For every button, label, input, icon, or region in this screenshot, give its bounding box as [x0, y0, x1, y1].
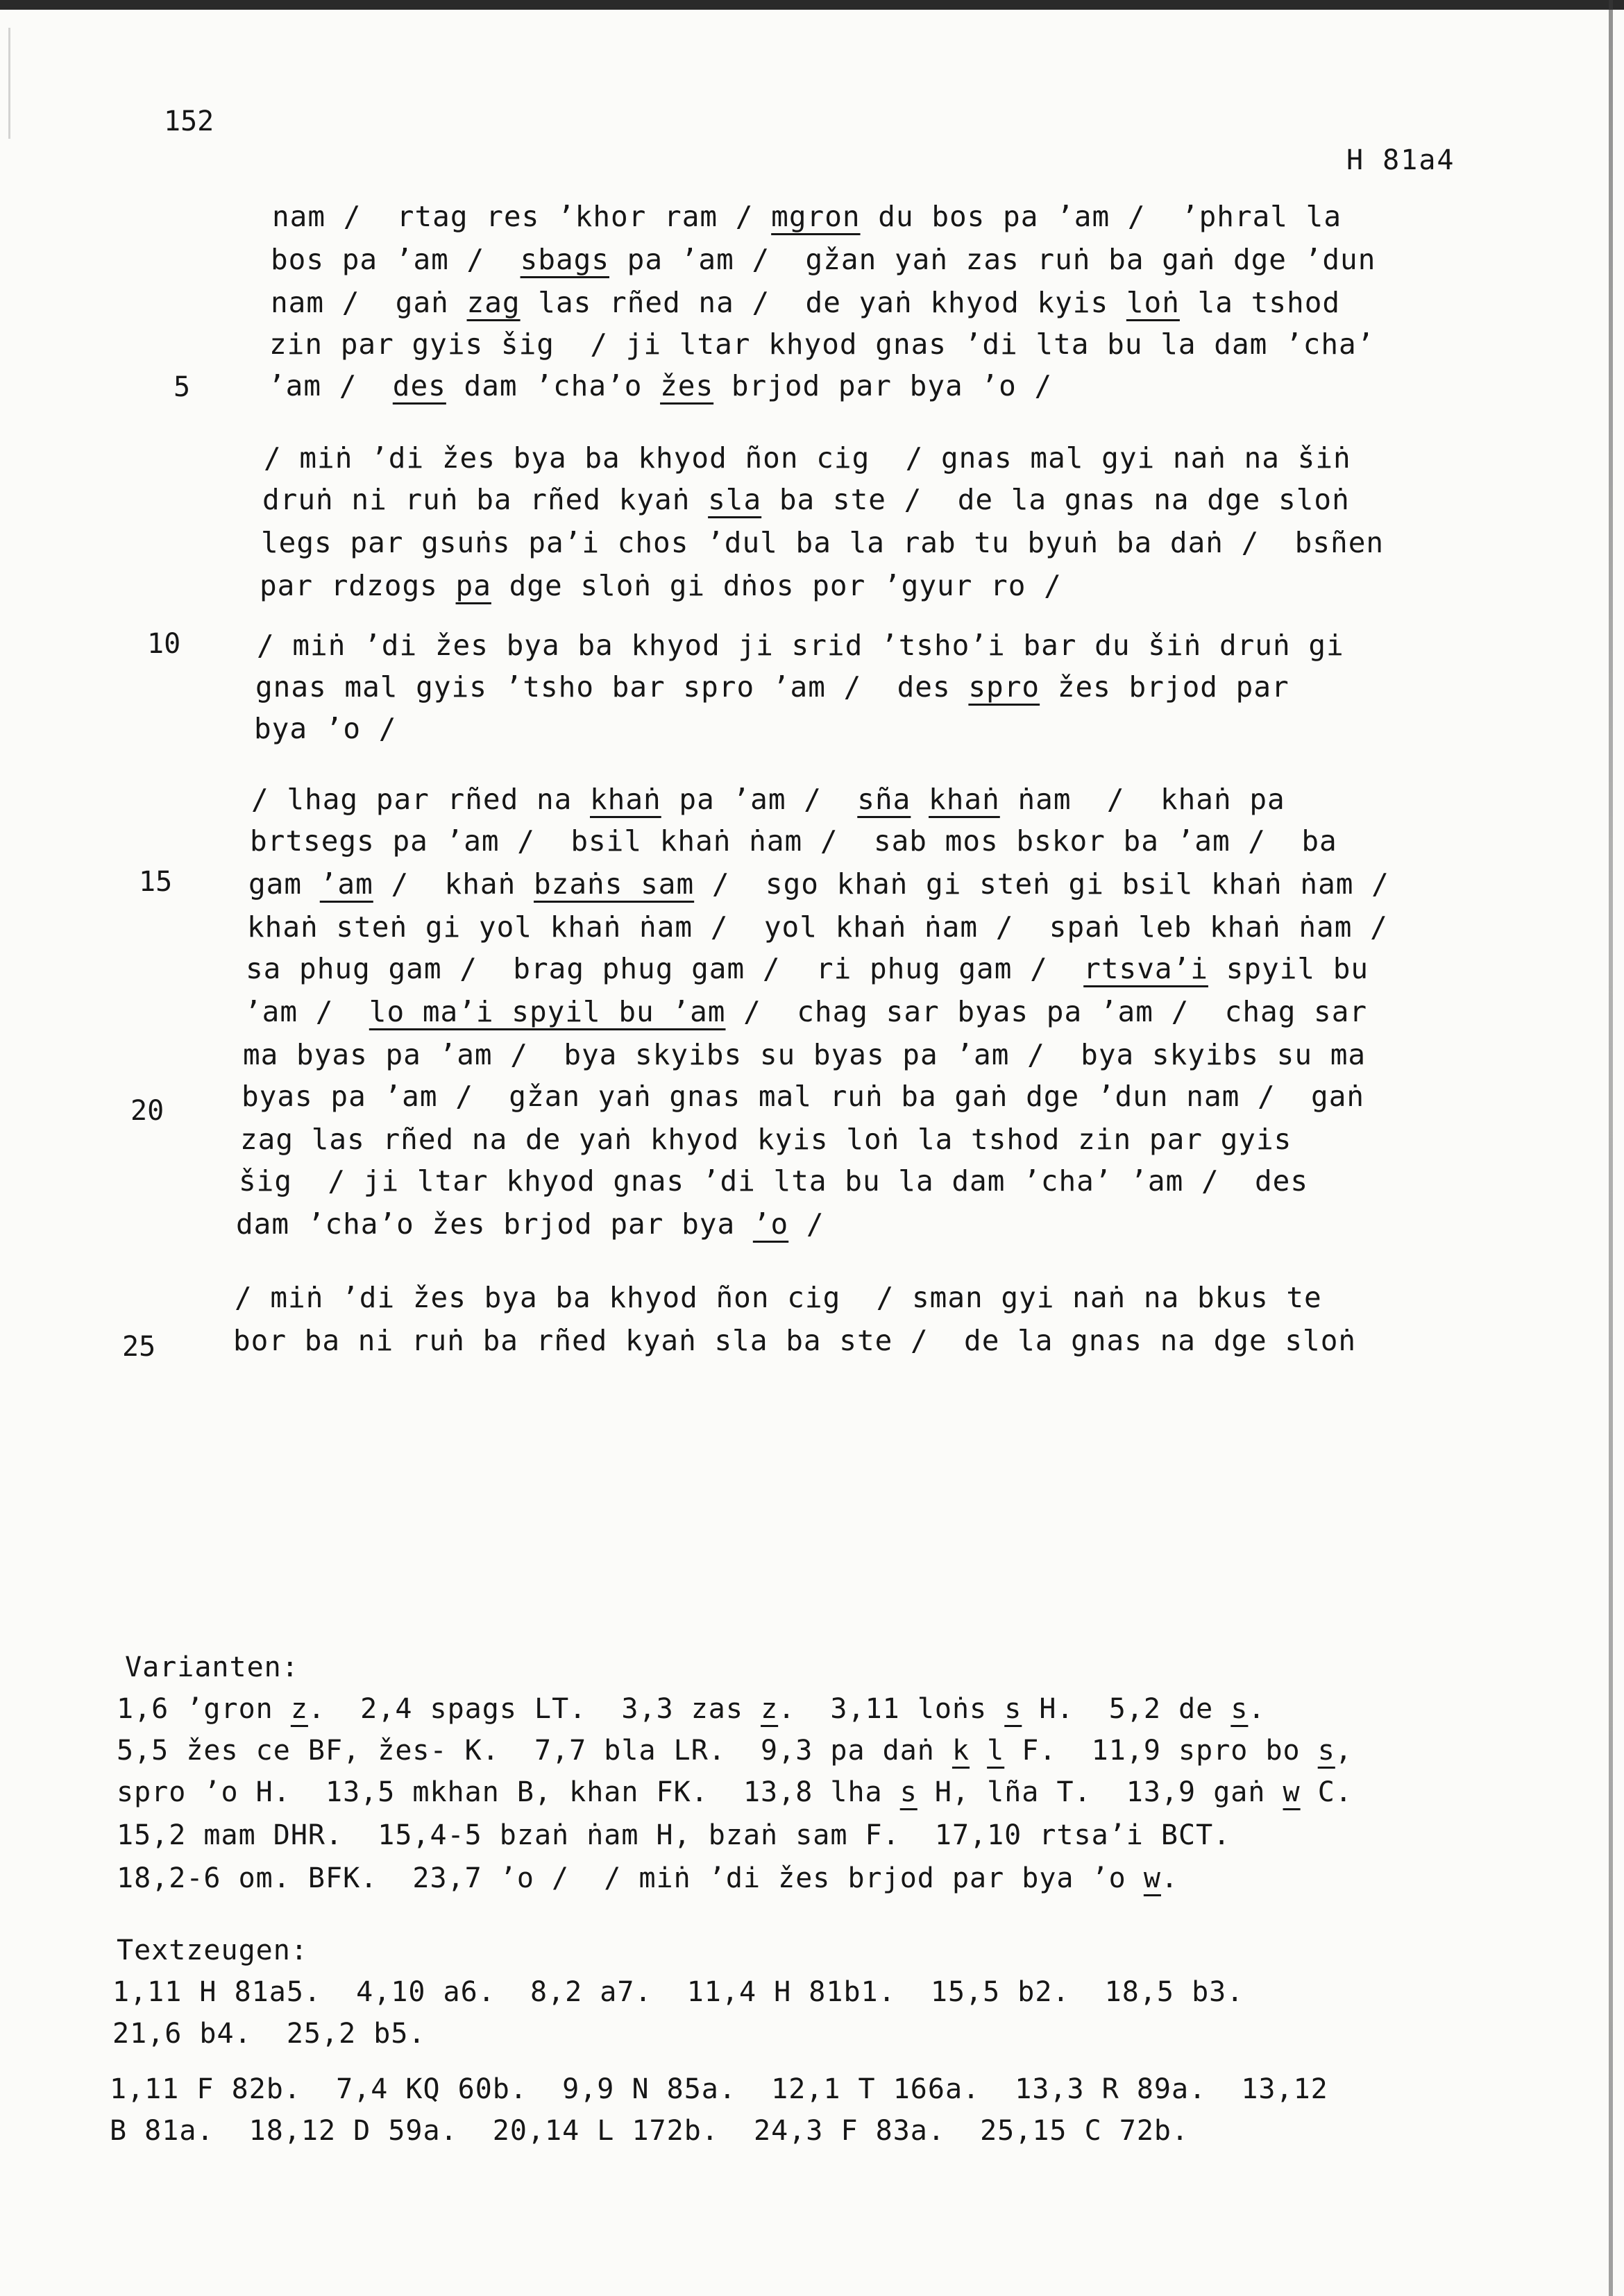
text-segment: / lhag par rñed na [251, 783, 590, 816]
text-segment: sa phug gam / brag phug gam / ri phug gam / [246, 952, 1084, 985]
text-line [247, 910, 1388, 944]
underlined-word: w [1143, 1862, 1161, 1894]
text-line [255, 670, 1289, 704]
text-segment [970, 1735, 987, 1767]
text-line [269, 328, 1374, 361]
text-line [239, 1164, 1308, 1198]
underlined-word: zag [466, 286, 521, 319]
underlined-word: mgron [771, 200, 861, 233]
text-segment: pa ’am / [661, 783, 858, 816]
top-border [0, 0, 1624, 10]
underlined-word: khaṅ [929, 783, 1000, 816]
text-segment: ṅam / khaṅ pa [999, 783, 1285, 816]
text-segment: nam / rtag res ’khor ram / [272, 200, 772, 233]
underlined-word: s [1317, 1735, 1335, 1767]
text-segment: . 2,4 spags LT. 3,3 zas [307, 1693, 761, 1725]
text-segment [911, 783, 929, 816]
text-segment: bya ’o / [254, 712, 397, 745]
text-line [233, 1324, 1356, 1357]
text-segment: 15,2 mam DHR. 15,4-5 bzaṅ ṅam H, bzaṅ sam F. 17,10 rtsa’i BCT. [117, 1819, 1231, 1851]
text-line [271, 286, 1340, 319]
varianten-line [117, 1693, 1266, 1725]
underlined-word: loṅ [1126, 286, 1180, 319]
underlined-word: rtsva’i [1083, 952, 1208, 985]
left-scan-mark [8, 28, 10, 139]
header-reference: H 81a4 [1346, 144, 1455, 176]
text-segment: 1,11 H 81a5. 4,10 a6. 8,2 a7. 11,4 H 81b1. 15,5 b2. 18,5 b3. [112, 1976, 1244, 2008]
text-segment: ma byas pa ’am / bya skyibs su byas pa ’am / bya skyibs su ma [243, 1038, 1367, 1071]
text-segment: 1,6 ’gron [117, 1693, 291, 1725]
text-line [240, 1123, 1292, 1156]
underlined-word: w [1283, 1776, 1301, 1808]
text-segment: / miṅ ’di žes bya ba khyod ñon cig / sman gyi naṅ na bkus te [235, 1281, 1322, 1314]
text-segment: dam ’cha’o žes brjod par bya [236, 1207, 753, 1241]
text-segment: / miṅ ’di žes bya ba khyod ñon cig / gnas mal gyi naṅ na šiṅ [264, 441, 1351, 475]
line-number-5: 5 [174, 371, 191, 403]
text-line [246, 952, 1369, 985]
text-line [243, 1038, 1366, 1071]
varianten-line [117, 1819, 1230, 1851]
text-segment: par rdzogs [260, 569, 456, 602]
text-segment: spro ’o H. 13,5 mkhan B, khan FK. 13,8 lha [117, 1776, 900, 1808]
text-line [264, 441, 1351, 475]
text-segment: zag las rñed na de yaṅ khyod kyis loṅ la tshod zin par gyis [240, 1123, 1292, 1156]
text-segment: bos pa ’am / [271, 243, 521, 276]
text-segment: 21,6 b4. 25,2 b5. [112, 2018, 426, 2050]
line-number-10: 10 [147, 628, 181, 660]
text-segment: / sgo khaṅ gi steṅ gi bsil khaṅ ṅam / [694, 867, 1389, 901]
text-segment: ba ste / de la gnas na dge sloṅ [761, 483, 1350, 516]
text-line [260, 569, 1062, 602]
right-scan-edge [1609, 0, 1613, 2296]
text-segment: la tshod [1179, 286, 1341, 319]
text-segment: byas pa ’am / gžan yaṅ gnas mal ruṅ ba gaṅ dge ’dun nam / gaṅ [242, 1080, 1365, 1113]
underlined-word: khaṅ [590, 783, 661, 816]
text-segment: ’am / [268, 369, 393, 402]
text-segment: las rñed na / de yaṅ khyod kyis [520, 286, 1126, 319]
text-segment: B 81a. 18,12 D 59a. 20,14 L 172b. 24,3 F 83a. 25,15 C 72b. [110, 2115, 1190, 2147]
underlined-word: k [951, 1735, 970, 1767]
text-segment: / [788, 1207, 824, 1241]
text-segment: brjod par bya ’o / [713, 369, 1053, 402]
varianten-heading: Varianten: [125, 1651, 299, 1683]
line-number-25: 25 [122, 1331, 156, 1363]
text-segment: gam [248, 867, 320, 901]
varianten-line [117, 1862, 1178, 1894]
text-segment: khaṅ steṅ gi yol khaṅ ṅam / yol khaṅ ṅam / spaṅ leb khaṅ ṅam / [247, 910, 1388, 944]
textzeugen-line [110, 2073, 1328, 2105]
underlined-word: bzaṅs sam [533, 867, 695, 901]
underlined-word: z [761, 1693, 779, 1725]
text-line [262, 483, 1350, 516]
text-line [257, 629, 1344, 662]
text-segment: bor ba ni ruṅ ba rñed kyaṅ sla ba ste / de la gnas na dge sloṅ [233, 1324, 1357, 1357]
text-segment: du bos pa ’am / ’phral la [860, 200, 1342, 233]
text-segment: legs par gsuṅs pa’i chos ’dul ba la rab tu byuṅ ba daṅ / bsñen [261, 526, 1385, 559]
underlined-word: ’o [752, 1207, 789, 1241]
text-line [236, 1207, 824, 1241]
text-segment: žes brjod par [1040, 670, 1289, 704]
underlined-word: z [290, 1693, 308, 1725]
text-segment: , [1335, 1735, 1353, 1767]
text-line [271, 243, 1376, 276]
text-segment: C. [1300, 1776, 1353, 1808]
underlined-word: lo ma’i spyil bu ’am [369, 995, 726, 1028]
text-segment: brtsegs pa ’am / bsil khaṅ ṅam / sab mos bskor ba ’am / ba [250, 824, 1337, 858]
underlined-word: spro [968, 670, 1040, 704]
text-segment: dge sloṅ gi dṅos por ’gyur ro / [491, 569, 1062, 602]
text-segment: H, lña T. 13,9 gaṅ [917, 1776, 1283, 1808]
underlined-word: s [899, 1776, 917, 1808]
textzeugen-line [110, 2115, 1189, 2147]
text-segment: gnas mal gyis ’tsho bar spro ’am / des [255, 670, 969, 704]
varianten-line [117, 1735, 1353, 1767]
text-line [251, 783, 1285, 816]
text-segment: 18,2-6 om. BFK. 23,7 ’o / / miṅ ’di žes brjod par bya ’o [117, 1862, 1144, 1894]
underlined-word: s [1230, 1693, 1249, 1725]
text-line [250, 824, 1337, 858]
line-number-15: 15 [139, 866, 173, 898]
text-segment: šig / ji ltar khyod gnas ’di lta bu la dam ’cha’ ’am / des [239, 1164, 1309, 1198]
underlined-word: sbags [520, 243, 609, 276]
text-segment: H. 5,2 de [1022, 1693, 1231, 1725]
underlined-word: s [1004, 1693, 1022, 1725]
underlined-word: žes [660, 369, 714, 402]
text-segment: . [1160, 1862, 1179, 1894]
text-line [272, 200, 1342, 233]
text-segment: 5,5 žes ce BF, žes- K. 7,7 bla LR. 9,3 pa daṅ [117, 1735, 952, 1767]
underlined-word: ’am [319, 867, 373, 901]
text-line [268, 369, 1052, 402]
text-segment: zin par gyis šig / ji ltar khyod gnas ’di lta bu la dam ’cha’ [269, 328, 1375, 361]
text-segment: . 3,11 loṅs [778, 1693, 1005, 1725]
textzeugen-line [112, 1976, 1244, 2008]
text-segment: druṅ ni ruṅ ba rñed kyaṅ [262, 483, 709, 516]
line-number-20: 20 [130, 1095, 164, 1127]
underlined-word: sla [708, 483, 762, 516]
text-line [242, 1080, 1364, 1113]
text-segment: / khaṅ [373, 867, 534, 901]
underlined-word: des [392, 369, 446, 402]
text-segment: ’am / [244, 995, 369, 1028]
text-line [254, 712, 396, 745]
text-segment: nam / gaṅ [271, 286, 467, 319]
underlined-word: pa [455, 569, 491, 602]
text-segment: F. 11,9 spro bo [1004, 1735, 1318, 1767]
text-line [248, 867, 1389, 901]
varianten-line [117, 1776, 1353, 1808]
textzeugen-heading: Textzeugen: [117, 1934, 308, 1966]
text-line [261, 526, 1384, 559]
page-number: 152 [164, 105, 214, 137]
underlined-word: sña [857, 783, 911, 816]
textzeugen-line [112, 2018, 425, 2050]
text-segment: / miṅ ’di žes bya ba khyod ji srid ’tsho’i bar du šiṅ druṅ gi [257, 629, 1344, 662]
text-segment: . [1248, 1693, 1266, 1725]
text-line [244, 995, 1367, 1028]
text-line [235, 1281, 1322, 1314]
underlined-word: l [987, 1735, 1005, 1767]
text-segment: spyil bu [1208, 952, 1369, 985]
text-segment: dam ’cha’o [446, 369, 661, 402]
text-segment: pa ’am / gžan yaṅ zas ruṅ ba gaṅ dge ’dun [609, 243, 1376, 276]
text-segment: 1,11 F 82b. 7,4 KQ 60b. 9,9 N 85a. 12,1 T 166a. 13,3 R 89a. 13,12 [110, 2073, 1328, 2105]
text-segment: / chag sar byas pa ’am / chag sar [725, 995, 1368, 1028]
